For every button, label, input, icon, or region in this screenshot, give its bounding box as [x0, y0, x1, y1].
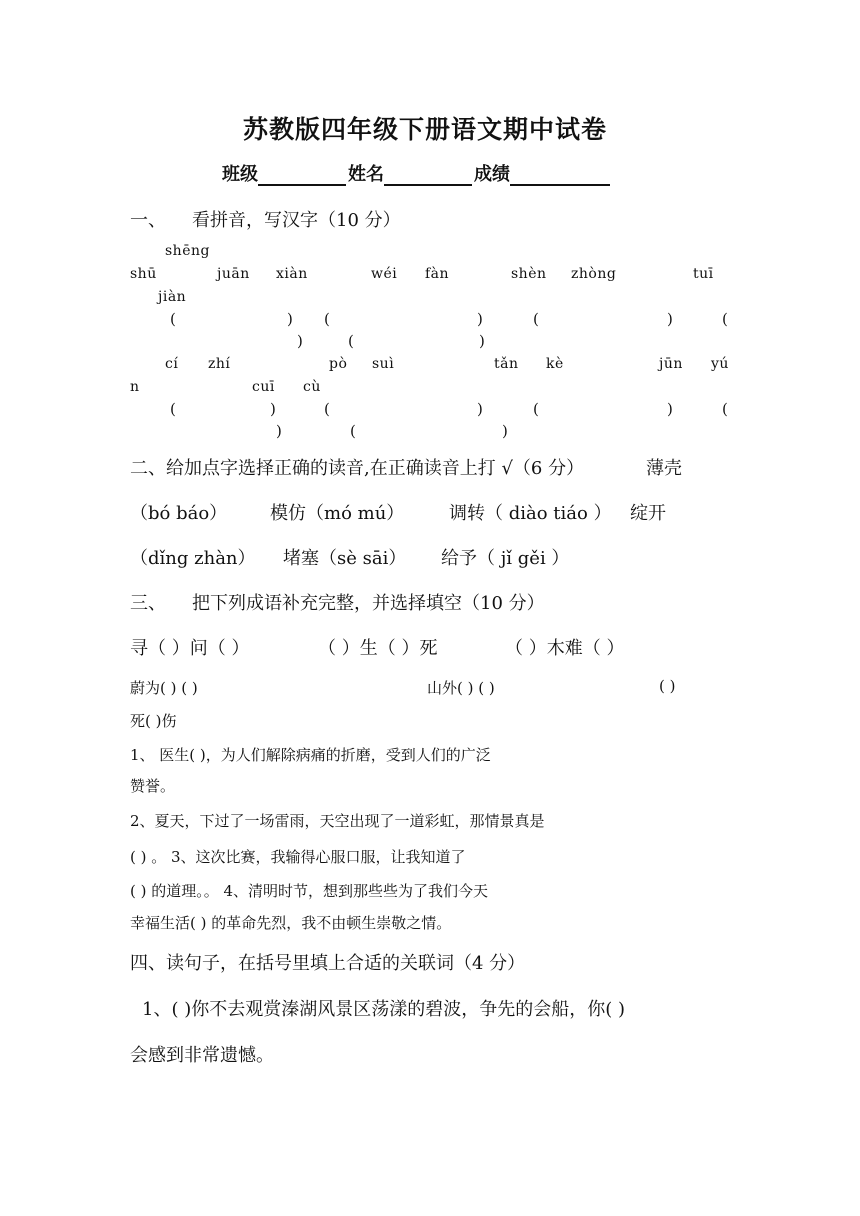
idiom-5: 山外( ) ( ) [427, 679, 495, 697]
pinyin-item: zhí [208, 356, 231, 372]
section1-heading-number: 一、 [130, 210, 166, 231]
pinyin-sheng: shēng [165, 243, 210, 259]
section3-q4-line: 幸福生活( ) 的革命先烈，我不由顿生崇敬之情。 [130, 914, 452, 932]
pinyin-item: jūn [659, 356, 683, 372]
paren-open: ( [324, 400, 330, 418]
idiom-2: （ ）生（ ）死 [318, 638, 438, 659]
class-blank[interactable] [258, 166, 346, 186]
pinyin-item: wéi [371, 266, 398, 282]
section2-item1-options: （bó báo） [130, 503, 228, 524]
section2-heading: 二、给加点字选择正确的读音,在正确读音上打 √（6 分） [130, 458, 585, 479]
paren-open: ( [170, 400, 176, 418]
section2-item5: 堵塞（sè sāi） [283, 548, 407, 569]
section3-heading: 把下列成语补充完整，并选择填空（10 分） [192, 593, 545, 614]
section2-item4-word: 绽开 [630, 503, 666, 524]
section3-q2-line1: 2、夏天，下过了一场雷雨，天空出现了一道彩虹，那情景真是 [130, 812, 545, 830]
idiom-6: ( ) [659, 677, 676, 695]
pinyin-item: kè [546, 356, 564, 372]
paren-open: ( [722, 310, 728, 328]
paren-close: ) [502, 422, 508, 440]
section2-item6: 给予（ jǐ gěi ） [441, 548, 570, 569]
section2-item3: 调转（ diào tiáo ） [449, 503, 612, 524]
idiom-3: （ ）木难（ ） [505, 638, 625, 659]
paren-open: ( [350, 422, 356, 440]
pinyin-item: shū [130, 266, 157, 282]
section3-q3-line: ( ) 的道理。。 4、清明时节，想到那些些为了我们今天 [130, 882, 489, 900]
section3-q2-line2: ( ) 。 3、这次比赛，我输得心服口服，让我知道了 [130, 848, 466, 866]
section2-item4-options: （dǐng zhàn） [130, 548, 256, 569]
pinyin-item: juān [217, 266, 250, 282]
paren-close: ) [667, 400, 673, 418]
section2-item1-word: 薄壳 [646, 458, 682, 479]
paren-close: ) [287, 310, 293, 328]
section2-item2: 模仿（mó mú） [270, 503, 405, 524]
student-info-line [222, 160, 612, 186]
section3-q1-line1: 1、 医生( )，为人们解除病痛的折磨，受到人们的广泛 [130, 746, 491, 764]
pinyin-item: pò [329, 356, 348, 372]
paren-close: ) [479, 332, 485, 350]
section4-q1-line2: 会感到非常遗憾。 [130, 1045, 274, 1066]
pinyin-item: yú [711, 356, 729, 372]
paren-open: ( [533, 400, 539, 418]
score-blank[interactable] [510, 166, 610, 186]
pinyin-item: suì [372, 356, 395, 372]
pinyin-item: fàn [425, 266, 450, 282]
section3-q1-line2: 赞誉。 [130, 777, 176, 795]
class-label: 班级 [222, 164, 258, 185]
idiom-1: 寻（ ）问（ ） [130, 638, 250, 659]
idiom-6-rest: 死( )伤 [130, 712, 177, 730]
name-blank[interactable] [384, 166, 472, 186]
pinyin-item: tuī [693, 266, 714, 282]
pinyin-item: shèn [511, 266, 547, 282]
idiom-4: 蔚为( ) ( ) [130, 679, 198, 697]
paren-close: ) [477, 400, 483, 418]
pinyin-item: xiàn [276, 266, 308, 282]
pinyin-item: cù [303, 379, 321, 395]
pinyin-n: n [130, 379, 140, 395]
section3-heading-number: 三、 [130, 593, 166, 614]
section4-q1-line1: 1、( )你不去观赏溱湖风景区荡漾的碧波，争先的会船，你( ) [142, 999, 625, 1020]
paren-open: ( [170, 310, 176, 328]
paren-open: ( [722, 400, 728, 418]
paren-close: ) [270, 400, 276, 418]
paren-open: ( [324, 310, 330, 328]
name-label: 姓名 [348, 164, 384, 185]
paren-close: ) [477, 310, 483, 328]
pinyin-item: zhòng [571, 266, 617, 282]
pinyin-item: cí [165, 356, 179, 372]
score-label: 成绩 [474, 164, 510, 185]
page-title: 苏教版四年级下册语文期中试卷 [242, 115, 607, 144]
pinyin-item: cuī [252, 379, 275, 395]
paren-close: ) [297, 332, 303, 350]
pinyin-item: tǎn [494, 356, 519, 372]
section4-heading: 四、读句子，在括号里填上合适的关联词（4 分） [130, 953, 526, 974]
paren-open: ( [348, 332, 354, 350]
section1-heading: 看拼音，写汉字（10 分） [192, 210, 401, 231]
paren-close: ) [276, 422, 282, 440]
pinyin-jian: jiàn [158, 289, 187, 305]
paren-open: ( [533, 310, 539, 328]
paren-close: ) [667, 310, 673, 328]
